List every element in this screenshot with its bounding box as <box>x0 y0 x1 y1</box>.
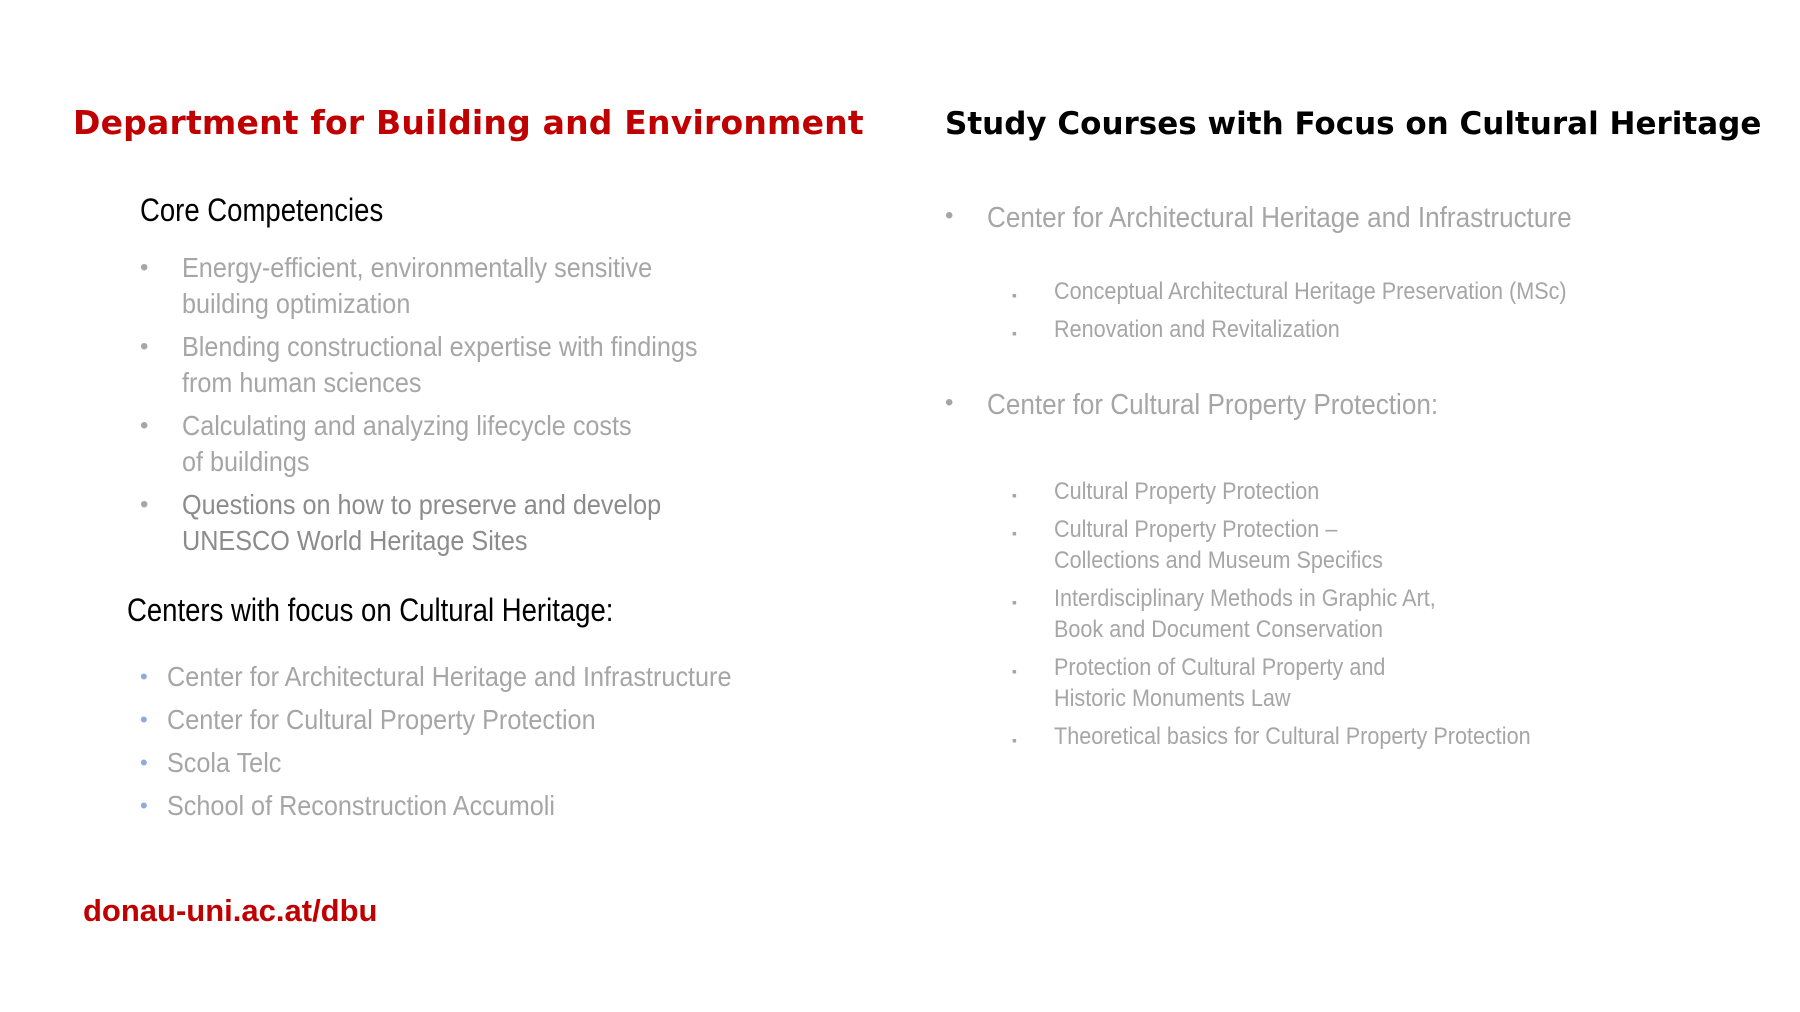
list-item-text: building optimization <box>182 288 411 319</box>
bullet-icon: • <box>140 491 149 518</box>
course-name: Cultural Property Protection <box>1054 478 1320 505</box>
course-name: Interdisciplinary Methods in Graphic Art, <box>1054 585 1436 612</box>
list-item-text: Center for Cultural Property Protection <box>167 704 596 735</box>
list-item-text: School of Reconstruction Accumoli <box>167 790 555 821</box>
list-item <box>1012 583 1584 645</box>
bullet-icon: • <box>140 664 148 689</box>
bullet-icon: • <box>945 202 954 229</box>
list-item <box>140 329 755 401</box>
list-item <box>140 784 794 827</box>
list-item <box>140 487 755 559</box>
course-name: Theoretical basics for Cultural Property Protection <box>1054 723 1531 750</box>
list-item <box>1012 314 1624 345</box>
course-name: Protection of Cultural Property and <box>1054 654 1386 681</box>
list-item <box>1012 276 1624 307</box>
list-item-text: UNESCO World Heritage Sites <box>182 525 528 556</box>
course-name: Historic Monuments Law <box>1054 685 1291 712</box>
list-item <box>1012 652 1584 714</box>
centers-list <box>140 655 794 827</box>
department-title: Department for Building and Environment <box>73 103 864 142</box>
core-competencies-heading: Core Competencies <box>140 192 384 228</box>
list-item <box>945 202 1637 235</box>
course-name: Book and Document Conservation <box>1054 616 1383 643</box>
website-link[interactable]: donau-uni.ac.at/dbu <box>83 893 378 928</box>
course-name: Conceptual Architectural Heritage Preservation (MSc) <box>1054 278 1567 305</box>
list-item <box>140 741 794 784</box>
list-item <box>140 655 794 698</box>
square-bullet-icon: ▪ <box>1012 732 1017 748</box>
bullet-icon: • <box>140 333 149 360</box>
list-item-text: Blending constructional expertise with findings <box>182 331 698 362</box>
core-competencies-list <box>140 250 755 566</box>
list-item <box>140 408 755 480</box>
bullet-icon: • <box>945 389 954 416</box>
bullet-icon: • <box>140 254 149 281</box>
bullet-icon: • <box>140 412 149 439</box>
list-item <box>1012 514 1584 576</box>
square-bullet-icon: ▪ <box>1012 487 1017 503</box>
list-item <box>945 389 1488 422</box>
group-label: Center for Cultural Property Protection: <box>987 389 1439 421</box>
list-item-text: Energy-efficient, environmentally sensitive <box>182 252 653 283</box>
list-item-text: Scola Telc <box>167 747 282 778</box>
course-name: Renovation and Revitalization <box>1054 316 1340 343</box>
list-item-text: from human sciences <box>182 367 422 398</box>
square-bullet-icon: ▪ <box>1012 663 1017 679</box>
list-item-text: of buildings <box>182 446 310 477</box>
study-group-1 <box>945 202 1637 235</box>
list-item <box>1012 476 1584 507</box>
bullet-icon: • <box>140 793 148 818</box>
square-bullet-icon: ▪ <box>1012 525 1017 541</box>
bullet-icon: • <box>140 750 148 775</box>
study-group-1-courses <box>1012 276 1624 352</box>
list-item <box>1012 721 1584 752</box>
study-group-2-courses <box>1012 476 1584 759</box>
study-group-2 <box>945 389 1488 422</box>
square-bullet-icon: ▪ <box>1012 287 1017 303</box>
list-item-text: Calculating and analyzing lifecycle costs <box>182 410 632 441</box>
study-courses-title: Study Courses with Focus on Cultural Heritage <box>945 106 1762 142</box>
centers-heading: Centers with focus on Cultural Heritage: <box>127 592 614 628</box>
bullet-icon: • <box>140 707 148 732</box>
list-item <box>140 250 755 322</box>
group-label: Center for Architectural Heritage and Infrastructure <box>987 202 1572 234</box>
square-bullet-icon: ▪ <box>1012 325 1017 341</box>
course-name: Collections and Museum Specifics <box>1054 547 1383 574</box>
list-item-text: Center for Architectural Heritage and Infrastructure <box>167 661 732 692</box>
course-name: Cultural Property Protection – <box>1054 516 1338 543</box>
list-item <box>140 698 794 741</box>
square-bullet-icon: ▪ <box>1012 594 1017 610</box>
list-item-text: Questions on how to preserve and develop <box>182 489 662 520</box>
